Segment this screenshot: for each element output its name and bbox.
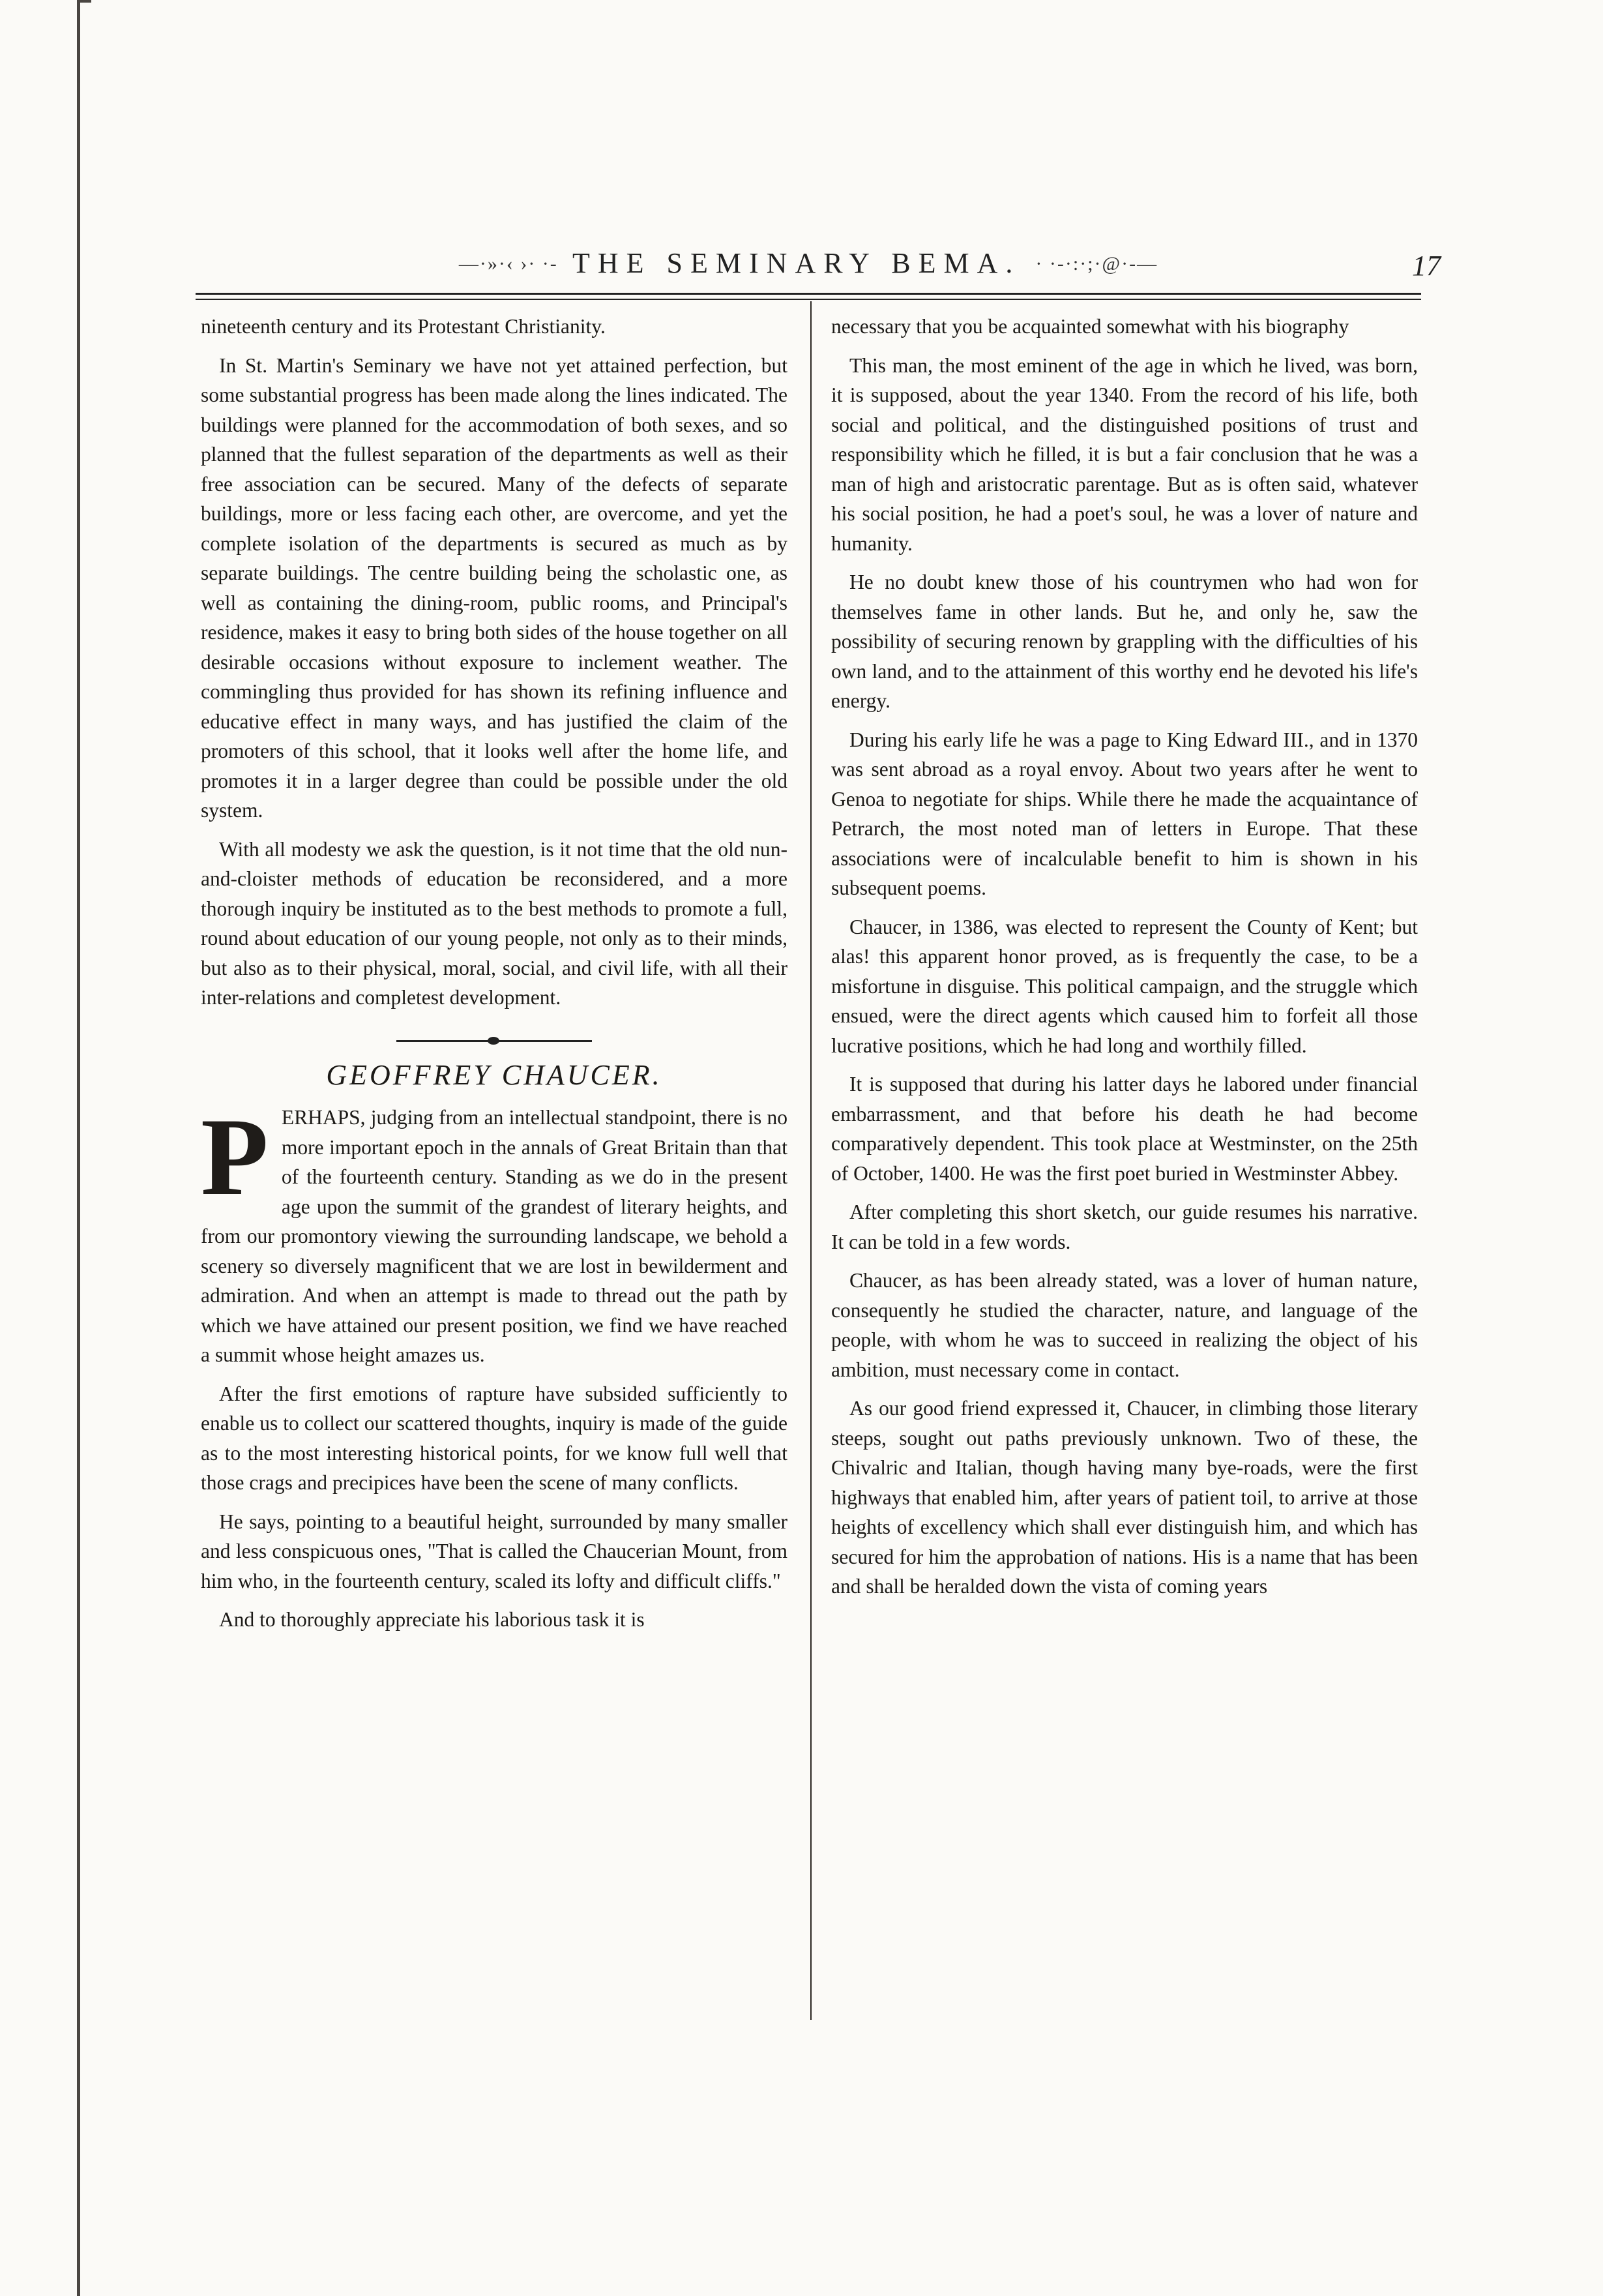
paragraph: Chaucer, in 1386, was elected to represent the County of Kent; but alas! this apparent honor proved, as is frequently the case, to be a misfortune in disguise. This political campaign, and the struggle which ensued, were the direct agents which caused him to forfeit all those lucrative positions, which he had long and worthily filled. [831, 915, 1418, 1057]
paragraph: With all modesty we ask the question, is it not time that the old nun-and-cloister methods of education be reconsidered, and a more thorough inquiry be instituted as to the best methods to promote a full, round about education of our young people, not only as to their minds, but also as to their physical, moral, social, and civil life, with all their inter-relations and completest development. [201, 837, 787, 1009]
journal-title: THE SEMINARY BEMA. [572, 247, 1021, 279]
column-divider [810, 301, 812, 2020]
drop-cap-letter: P [201, 1096, 269, 1218]
paragraph: And to thoroughly appreciate his laborious task it is [219, 1608, 645, 1631]
header-rule-bottom [196, 299, 1421, 300]
paragraph: He says, pointing to a beautiful height, surrounded by many smaller and less conspicuous ones, "That is called the Chaucerian Mount, from him who, in the fourteenth century, scaled its lofty and difficult cliffs." [201, 1510, 787, 1592]
paragraph: In St. Martin's Seminary we have not yet attained perfection, but some substantial progress has been made along the lines indicated. The buildings were planned for the accommodation of both sexes, and so planned that the fullest separation of the departments as well as their free association can be secured. Many of the defects of separate buildings, more or less facing each other, are overcome, and yet the complete isolation of the departments is secured as much as by separate buildings. The centre building being the scholastic one, as well as containing the dining-room, public rooms, and Principal's residence, makes it easy to bring both sides of the house together on all desirable occasions without exposure to inclement weather. The commingling thus provided for has shown its refining influence and educative effect in many ways, and has justified the claim of the promoters of this school, that it looks well after the home life, and promotes it in a larger degree than could be possible under the old system. [201, 353, 787, 822]
header-rule-top [196, 293, 1421, 295]
paragraph: After the first emotions of rapture have subsided sufficiently to enable us to collect our scattered thoughts, inquiry is made of the guide as to the most interesting historical points, for we know full well that those crags and precipices have been the scene of many conflicts. [201, 1382, 787, 1494]
paragraph: Chaucer, as has been already stated, was a lover of human nature, consequently he studied the character, nature, and language of the people, with whom he was to succeed in realizing the object of his ambition, must necessary come in contact. [831, 1269, 1418, 1381]
page-number: 17 [1412, 250, 1441, 282]
paragraph: After completing this short sketch, our guide resumes his narrative. It can be told in a few words. [831, 1200, 1418, 1253]
right-column [831, 312, 1418, 1611]
opening-paragraph-text: ERHAPS, judging from an intellectual standpoint, there is no more important epoch in the annals of Great Britain than that of the fourteenth century. Standing as we do in the present age upon the summit of the grandest of literary heights, and from our promontory viewing the surrounding landscape, we behold a scenery so diversely magnificent that we are lost in bewilderment and admiration. And when an attempt is made to thread out the path by which we have attained our present position, we find we have reached a summit whose height amazes us. [201, 1106, 787, 1366]
header-ornament-left: —·»·‹ ›· ·- [458, 253, 558, 275]
paragraph: During his early life he was a page to King Edward III., and in 1370 was sent abroad as a royal envoy. About two years after he went to Genoa to negotiate for ships. While there he made the acquaintance of Petrarch, the most noted man of letters in Europe. That these associations were of incalculable benefit to him is shown in his subsequent poems. [831, 728, 1418, 899]
opening-paragraph [201, 1096, 787, 1370]
section-separator [396, 1040, 592, 1042]
page-binding-edge [77, 0, 92, 2296]
left-column [201, 312, 787, 1644]
running-header [196, 246, 1441, 286]
header-ornament-right: · ·-·:·;·@·-— [1035, 253, 1158, 275]
paragraph: He no doubt knew those of his countrymen who had won for themselves fame in other lands. But he, and only he, saw the possibility of securing renown by grappling with the difficulties of his own land, and to the attainment of this worthy end he devoted his life's energy. [831, 571, 1418, 712]
paragraph: It is supposed that during his latter days he labored under financial embarrassment, and that before his death he had become comparatively dependent. This took place at Westminster, on the 25th of October, 1400. He was the first poet buried in Westminster Abbey. [831, 1073, 1418, 1185]
header-title-line [196, 246, 1421, 280]
paragraph: necessary that you be acquainted somewhat with his biography [831, 315, 1349, 338]
paragraph: This man, the most eminent of the age in which he lived, was born, it is supposed, about the year 1340. From the record of his life, both social and political, and the distinguished positions of trust and responsibility which he filled, it is but a fair conclusion that he was a man of high and aristocratic parentage. But as is often said, whatever his social position, he had a poet's soul, he was a lover of nature and humanity. [831, 353, 1418, 555]
article-title: GEOFFREY CHAUCER. [326, 1058, 662, 1091]
paragraph: nineteenth century and its Protestant Christianity. [201, 315, 606, 338]
paragraph: As our good friend expressed it, Chaucer, in climbing those literary steeps, sought out paths previously unknown. Two of these, the Chivalric and Italian, though having many bye-roads, were the first highways that enabled him, after years of patient toil, to arrive at those heights of excellency which shall ever distinguish him, and which has secured for him the approbation of nations. His is a name that has been and shall be heralded down the vista of coming years [831, 1397, 1418, 1598]
